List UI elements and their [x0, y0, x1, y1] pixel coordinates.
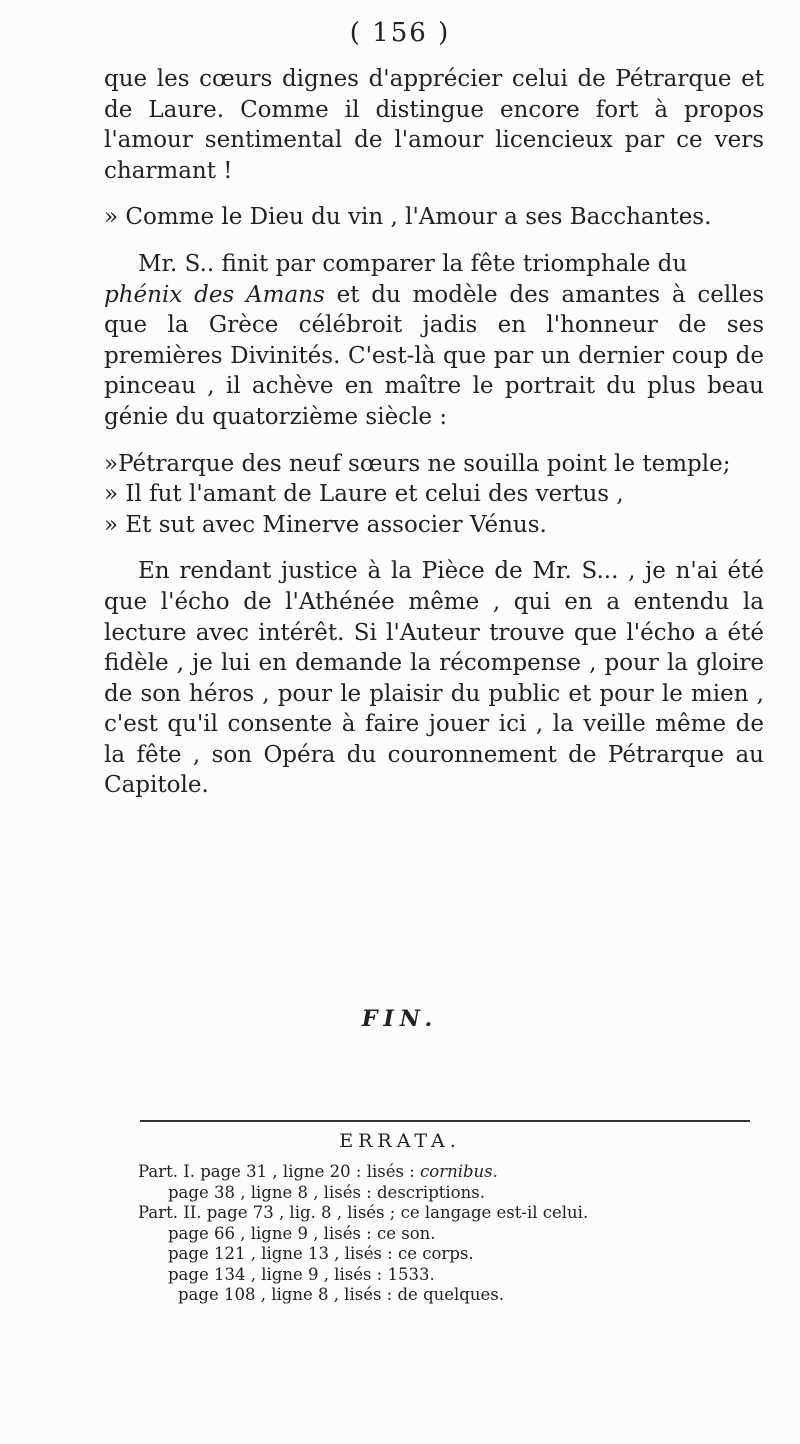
verse-line: » Il fut l'amant de Laure et celui des vertus ,	[104, 481, 624, 508]
body-text	[104, 64, 764, 801]
errata-entry: page 121 , ligne 13 , lisés : ce corps.	[168, 1244, 474, 1263]
errata-entry: Part. I. page 31 , ligne 20 : lisés : cornibus.	[138, 1162, 498, 1181]
paragraph-rest: et du modèle des amantes à celles que la Grèce célébroit jadis en l'honneur de ses premières Divinités. C'est-là que par un dernier coup de pinceau , il achève en maître le portrait du plus beau génie du quatorzième siècle :	[104, 281, 764, 430]
page-number: ( 156 )	[349, 18, 451, 48]
work-title: phénix des Amans	[104, 281, 325, 308]
verse-line: »Pétrarque des neuf sœurs ne souilla point le temple;	[104, 450, 731, 477]
paragraph-lead: Mr. S.. finit par comparer la fête triomphale du	[138, 250, 688, 277]
divider-rule	[140, 1120, 750, 1122]
paragraph-comparison	[104, 249, 764, 433]
errata-list	[138, 1162, 758, 1306]
errata-title: ERRATA.	[339, 1130, 461, 1152]
errata-entry: page 38 , ligne 8 , lisés : descriptions.	[168, 1182, 485, 1202]
errata-entry: page 108 , ligne 8 , lisés : de quelques.	[178, 1285, 504, 1304]
errata-entry: page 66 , ligne 9 , lisés : ce son.	[168, 1223, 436, 1243]
closing-paragraph: En rendant justice à la Pièce de Mr. S... , je n'ai été que l'écho de l'Athénée même , qui en a entendu la lecture avec intérêt. Si l'Auteur trouve que l'écho a été fidèle , je lui en demande la récompense , pour la gloire de son héros , pour le plaisir du public et pour le mien , c'est qu'il consente à faire jouer ici , la veille même de la fête , son Opéra du couronnement de Pétrarque au Capitole.	[104, 558, 764, 799]
quoted-verse: » Comme le Dieu du vin , l'Amour a ses Bacchantes.	[104, 204, 712, 231]
errata-entry: Part. II. page 73 , lig. 8 , lisés ; ce langage est-il celui.	[138, 1203, 589, 1222]
fin-heading: FIN.	[361, 1006, 439, 1032]
verse-line: » Et sut avec Minerve associer Vénus.	[104, 511, 547, 538]
paragraph-continuation: que les cœurs dignes d'apprécier celui de Pétrarque et de Laure. Comme il distingue encore fort à propos l'amour sentimental de l'amour licencieux par ce vers charmant !	[104, 66, 764, 184]
verse-block	[104, 449, 764, 541]
errata-entry: page 134 , ligne 9 , lisés : 1533.	[168, 1264, 435, 1284]
